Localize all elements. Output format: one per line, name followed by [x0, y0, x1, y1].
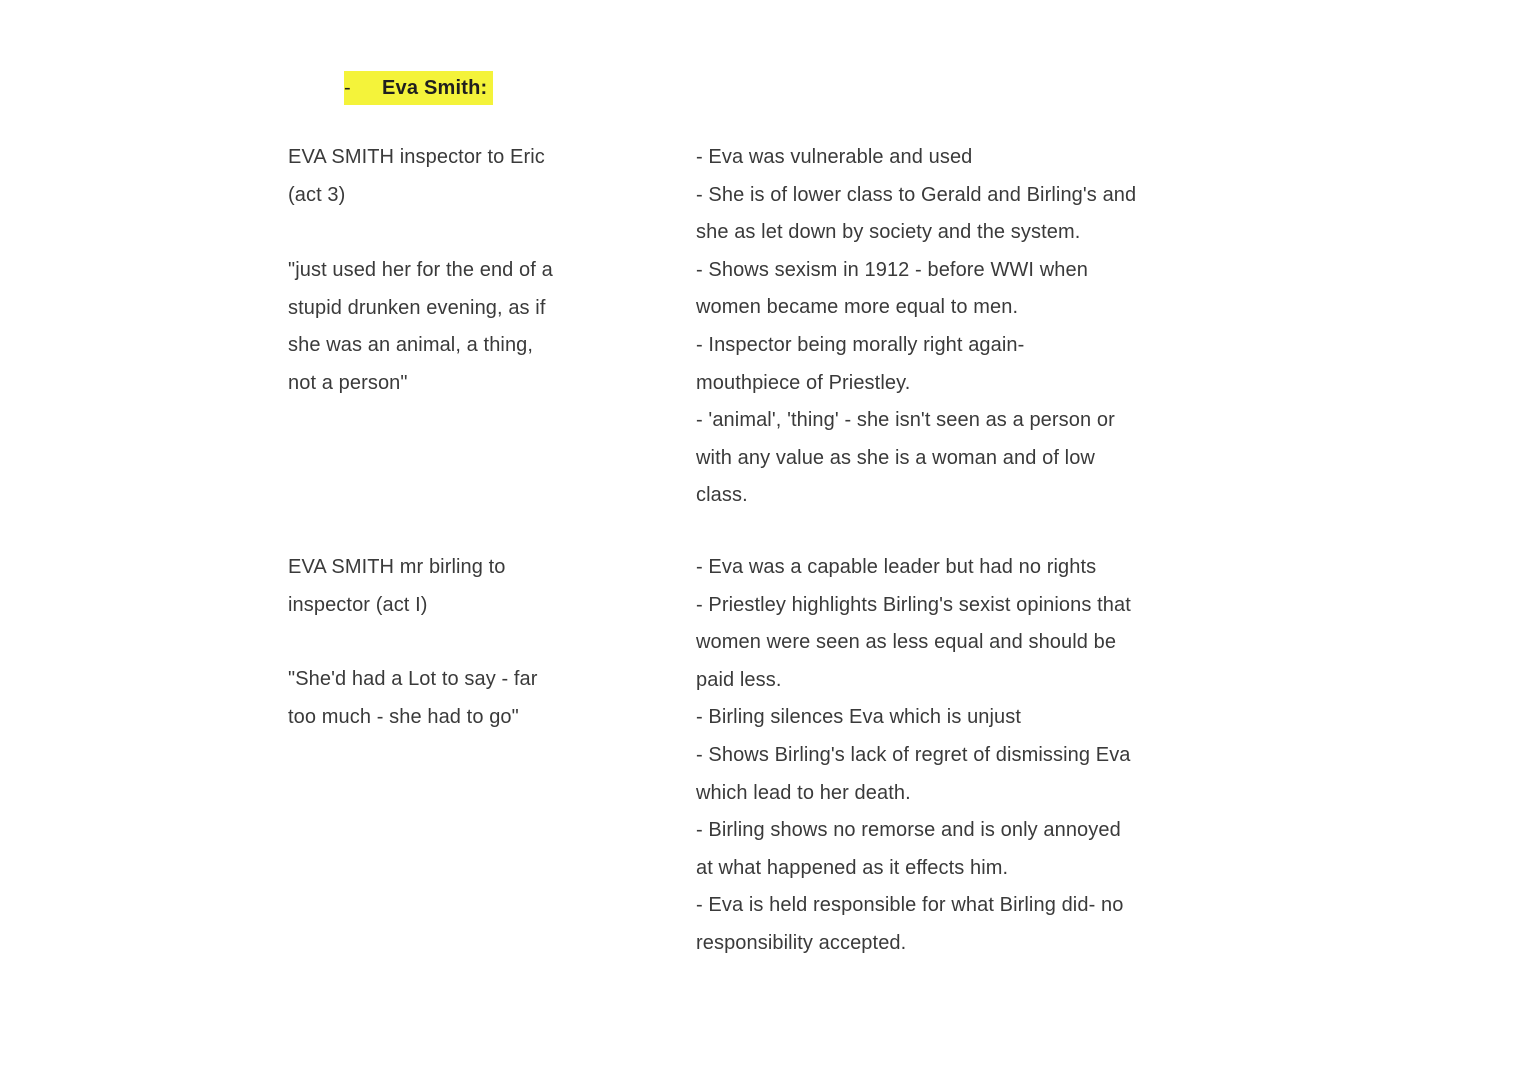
- entry-2-analysis: - Eva was a capable leader but had no rights - Priestley highlights Birling's sexist opinions that women were seen as less equal and should be paid less. - Birling silences Eva which is unjust - Shows Birling's lack of regret of dismissing Eva which lead to her death. - Birling shows no remorse and is only annoyed at what happened as it effects him. - Eva is held responsible for what Birling did- no responsibility accepted.: [696, 556, 1131, 954]
- entry-1-analysis: - Eva was vulnerable and used - She is of lower class to Gerald and Birling's and she as let down by society and the system. - Shows sexism in 1912 - before WWI when women became more equal to men. - Inspector being morally right again- mouthpiece of Priestley. - 'animal', 'thing' - she isn't seen as a person or with any value as she is a woman and of low class.: [696, 146, 1137, 507]
- entry-1-quote: "just used her for the end of a stupid drunken evening, as if she was an animal, a thing, not a person": [288, 259, 553, 394]
- entry-1-context: EVA SMITH inspector to Eric (act 3): [288, 146, 545, 206]
- entry-2-quote: "She'd had a Lot to say - far too much - she had to go": [288, 668, 538, 728]
- section-heading-title: Eva Smith:: [382, 76, 488, 99]
- section-heading-highlight: [344, 71, 493, 105]
- heading-bullet: -: [344, 76, 351, 99]
- entry-2-context: EVA SMITH mr birling to inspector (act I): [288, 556, 506, 616]
